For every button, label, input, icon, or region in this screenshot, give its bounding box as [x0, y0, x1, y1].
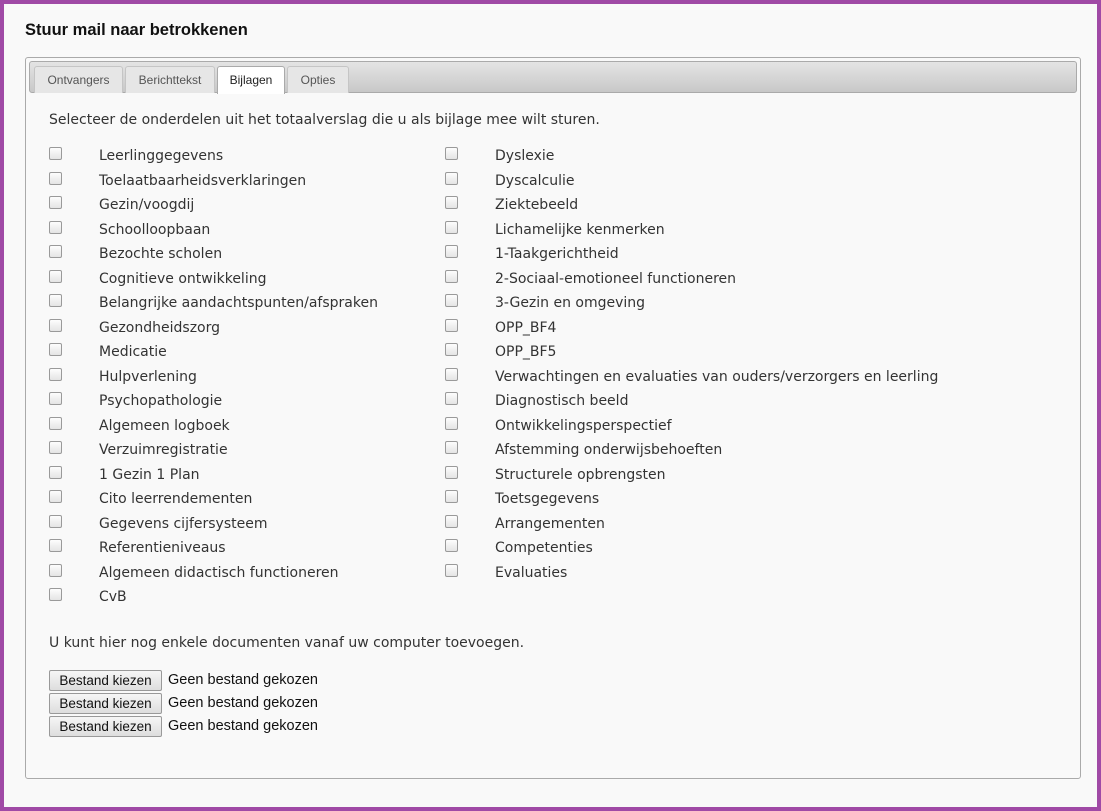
- file-status: Geen bestand gekozen: [168, 718, 318, 734]
- attachment-checkbox[interactable]: [49, 564, 62, 577]
- attachment-label: Diagnostisch beeld: [495, 393, 629, 409]
- attachment-checkbox[interactable]: [49, 368, 62, 381]
- attachment-label: 3-Gezin en omgeving: [495, 295, 646, 311]
- attachment-checkbox[interactable]: [445, 417, 458, 430]
- attachment-label: Gezin/voogdij: [99, 197, 195, 213]
- attachment-label: Ziektebeeld: [495, 197, 579, 213]
- choose-file-button[interactable]: Bestand kiezen: [49, 693, 162, 714]
- tab-opties[interactable]: Opties: [287, 66, 349, 93]
- attachment-label: Verwachtingen en evaluaties van ouders/verzorgers en leerling: [495, 368, 939, 385]
- tab-bar: [29, 61, 1077, 93]
- tab-berichttekst[interactable]: Berichttekst: [125, 66, 215, 93]
- attachment-checkbox[interactable]: [49, 490, 62, 503]
- attachment-label: Ontwikkelingsperspectief: [495, 417, 672, 434]
- attachment-checkbox[interactable]: [49, 466, 62, 479]
- attachment-checkbox[interactable]: [49, 588, 62, 601]
- attachment-checkbox[interactable]: [49, 294, 62, 307]
- attachment-label: Psychopathologie: [99, 393, 223, 409]
- attachment-checkbox[interactable]: [49, 441, 62, 454]
- attachment-checkbox[interactable]: [445, 196, 458, 209]
- attachment-checkbox[interactable]: [49, 319, 62, 332]
- attachment-label: 2-Sociaal-emotioneel functioneren: [495, 270, 737, 287]
- attachment-label: Afstemming onderwijsbehoeften: [495, 442, 723, 458]
- attachment-checkbox[interactable]: [445, 147, 458, 160]
- attachment-checkbox[interactable]: [445, 466, 458, 479]
- attachment-label: Dyslexie: [495, 148, 555, 164]
- attachment-checkbox[interactable]: [49, 515, 62, 528]
- attachment-label: Toetsgegevens: [495, 491, 600, 507]
- attachment-label: Verzuimregistratie: [99, 442, 228, 458]
- attachment-checkbox[interactable]: [445, 392, 458, 405]
- attachment-checkbox[interactable]: [445, 343, 458, 356]
- file-status: Geen bestand gekozen: [168, 695, 318, 711]
- attachment-label: Arrangementen: [495, 515, 605, 532]
- dialog-title: Stuur mail naar betrokkenen: [25, 21, 248, 39]
- attachment-label: Structurele opbrengsten: [495, 466, 666, 483]
- attachment-label: Competenties: [495, 540, 593, 556]
- attachment-label: Leerlinggegevens: [99, 148, 224, 164]
- attachment-label: Medicatie: [99, 344, 167, 360]
- attachment-checkbox[interactable]: [445, 294, 458, 307]
- attachment-checkbox[interactable]: [445, 515, 458, 528]
- attachment-checkbox[interactable]: [445, 539, 458, 552]
- attachment-label: 1-Taakgerichtheid: [495, 246, 619, 262]
- attachment-checkbox[interactable]: [49, 270, 62, 283]
- attachment-label: Cognitieve ontwikkeling: [99, 270, 267, 287]
- attachment-checkbox[interactable]: [445, 319, 458, 332]
- attachment-checkbox[interactable]: [49, 147, 62, 160]
- attachment-checkbox[interactable]: [49, 245, 62, 258]
- attachment-label: Gezondheidszorg: [99, 319, 221, 336]
- attachment-checkbox[interactable]: [49, 172, 62, 185]
- attachment-label: 1 Gezin 1 Plan: [99, 466, 200, 483]
- choose-file-button[interactable]: Bestand kiezen: [49, 670, 162, 691]
- attachment-label: Bezochte scholen: [99, 246, 223, 262]
- attachment-checkbox[interactable]: [49, 221, 62, 234]
- attachment-checkbox[interactable]: [445, 441, 458, 454]
- attachment-label: Referentieniveaus: [99, 540, 226, 556]
- attachment-label: Schoolloopbaan: [99, 221, 211, 238]
- attachment-label: Evaluaties: [495, 564, 568, 581]
- attachment-label: Toelaatbaarheidsverklaringen: [99, 172, 307, 189]
- attachment-label: Dyscalculie: [495, 172, 575, 189]
- attachment-label: Cito leerrendementen: [99, 491, 253, 507]
- attachment-checkbox[interactable]: [49, 343, 62, 356]
- attachment-checkbox[interactable]: [445, 221, 458, 234]
- tab-bijlagen[interactable]: Bijlagen: [217, 66, 285, 94]
- attachment-checkbox[interactable]: [445, 172, 458, 185]
- attachment-label: OPP_BF4: [495, 319, 557, 336]
- attachment-label: CvB: [99, 589, 127, 605]
- attachment-checkbox[interactable]: [49, 417, 62, 430]
- attachment-label: Hulpverlening: [99, 368, 197, 385]
- attachment-checkbox[interactable]: [445, 270, 458, 283]
- attachment-label: Lichamelijke kenmerken: [495, 221, 665, 238]
- choose-file-button[interactable]: Bestand kiezen: [49, 716, 162, 737]
- attachment-checkbox[interactable]: [445, 490, 458, 503]
- attachment-checkbox[interactable]: [49, 392, 62, 405]
- attachment-checkbox[interactable]: [445, 245, 458, 258]
- file-status: Geen bestand gekozen: [168, 672, 318, 688]
- attachment-label: Gegevens cijfersysteem: [99, 515, 268, 532]
- attachment-checkbox[interactable]: [49, 539, 62, 552]
- attachment-label: Algemeen logboek: [99, 417, 230, 434]
- documents-text: U kunt hier nog enkele documenten vanaf uw computer toevoegen.: [49, 635, 525, 651]
- attachment-label: OPP_BF5: [495, 344, 557, 360]
- attachment-checkbox[interactable]: [49, 196, 62, 209]
- attachments-intro: Selecteer de onderdelen uit het totaalverslag die u als bijlage mee wilt sturen.: [49, 112, 600, 128]
- attachment-checkbox[interactable]: [445, 564, 458, 577]
- attachment-label: Algemeen didactisch functioneren: [99, 564, 339, 581]
- attachment-label: Belangrijke aandachtspunten/afspraken: [99, 295, 378, 311]
- attachment-checkbox[interactable]: [445, 368, 458, 381]
- tab-ontvangers[interactable]: Ontvangers: [34, 66, 123, 93]
